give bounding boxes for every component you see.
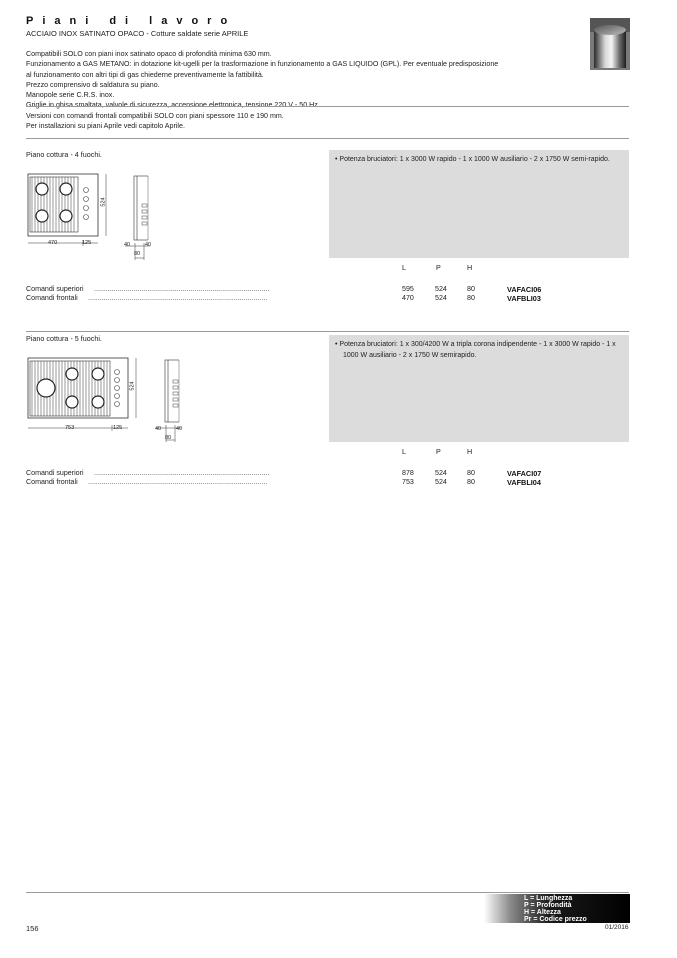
row-p: 524 (435, 469, 447, 477)
intro-line: Per installazioni su piani Aprile vedi capitolo Aprile. (26, 122, 185, 131)
footer-divider (26, 892, 629, 893)
dim-gap: 125 (113, 425, 123, 431)
intro-line: Manopole serie C.R.S. inox. (26, 91, 115, 100)
intro-line: Versioni con comandi frontali compatibili SOLO con piani spessore 110 e 190 mm. (26, 111, 284, 120)
row-code: VAFBLI04 (507, 478, 541, 487)
row-l: 595 (402, 285, 414, 293)
dot-leader: ......................................................................................... (94, 285, 270, 293)
dim-side-b: 40 (176, 426, 183, 432)
table-row (26, 478, 78, 486)
legend-box (484, 894, 630, 923)
dot-leader: ......................................................................................... (94, 469, 270, 477)
dim-gap: 125 (82, 240, 92, 246)
legend-line: L = Lunghezza (524, 895, 573, 902)
col-header-l: L (402, 447, 406, 456)
legend-line: Pr = Codice prezzo (524, 916, 587, 923)
dim-side-a: 40 (155, 426, 162, 432)
hob-5-side-drawing (151, 358, 187, 446)
row-h: 80 (467, 294, 475, 302)
section-label-4-burners: Piano cottura - 4 fuochi. (26, 150, 102, 159)
row-code: VAFACI06 (507, 285, 542, 294)
info-box-5-burners: • Potenza bruciatori: 1 x 300/4200 W a tripla corona indipendente - 1 x 3000 W rapido - 1 x 1000 W ausiliario - 2 x 1750 W semirapido. (329, 335, 629, 442)
dim-side-b: 40 (145, 242, 152, 248)
page-number: 156 (26, 924, 39, 933)
row-label: Comandi superiori (26, 285, 84, 293)
intro-line: Funzionamento a GAS METANO: in dotazione kit-ugelli per la trasformazione in funzionamento a GAS LIQUIDO (GPL). Per eventuale predisposizione (26, 60, 499, 69)
col-header-l: L (402, 263, 406, 272)
dim-side-h: 80 (134, 251, 141, 257)
row-p: 524 (435, 478, 447, 486)
edition-date: 01/2016 (605, 924, 629, 931)
dim-side-h: 80 (165, 435, 172, 441)
dim-width: 470 (48, 240, 58, 246)
intro-text (26, 49, 586, 131)
page-title: Piani di lavoro (26, 15, 237, 27)
row-label: Comandi frontali (26, 294, 78, 302)
hob-4-top-drawing (20, 170, 115, 252)
hob-5-top-drawing (20, 356, 145, 438)
row-h: 80 (467, 478, 475, 486)
dim-width: 753 (65, 425, 75, 431)
divider (26, 138, 629, 139)
col-header-h: H (467, 447, 473, 456)
intro-line: al funzionamento con altri tipi di gas chiederne preventivamente la fattibilità. (26, 70, 264, 79)
divider (26, 106, 629, 107)
table-row (26, 285, 84, 293)
col-header-p: P (436, 447, 441, 456)
row-code: VAFACI07 (507, 469, 542, 478)
dot-leader: ........................................................................................... (88, 294, 268, 302)
dim-depth: 524 (129, 381, 136, 391)
row-label: Comandi superiori (26, 469, 84, 477)
intro-line: Compatibili SOLO con piani inox satinato opaco di profondità minima 630 mm. (26, 50, 272, 58)
row-code: VAFBLI03 (507, 294, 541, 303)
page-subtitle: ACCIAIO INOX SATINATO OPACO - Cotture saldate serie APRILE (26, 29, 249, 38)
table-row (26, 294, 78, 302)
col-header-p: P (436, 263, 441, 272)
info-box-4-burners: • Potenza bruciatori: 1 x 3000 W rapido - 1 x 1000 W ausiliario - 2 x 1750 W semi-rapido. (329, 150, 629, 258)
row-h: 80 (467, 469, 475, 477)
row-l: 470 (402, 294, 414, 302)
legend-line: P = Profondità (524, 902, 572, 909)
dim-side-a: 40 (124, 242, 131, 248)
legend-line: H = Altezza (524, 909, 561, 916)
row-l: 878 (402, 469, 414, 477)
dot-leader: ........................................................................................... (88, 478, 268, 486)
row-p: 524 (435, 285, 447, 293)
intro-line: Prezzo comprensivo di saldatura su piano. (26, 80, 160, 89)
row-p: 524 (435, 294, 447, 302)
col-header-h: H (467, 263, 473, 272)
knob-photo (590, 18, 630, 70)
row-label: Comandi frontali (26, 478, 78, 486)
table-row (26, 469, 84, 477)
row-h: 80 (467, 285, 475, 293)
section-label-5-burners: Piano cottura - 5 fuochi. (26, 334, 102, 343)
divider (26, 331, 629, 332)
dim-depth: 524 (100, 197, 107, 207)
row-l: 753 (402, 478, 414, 486)
